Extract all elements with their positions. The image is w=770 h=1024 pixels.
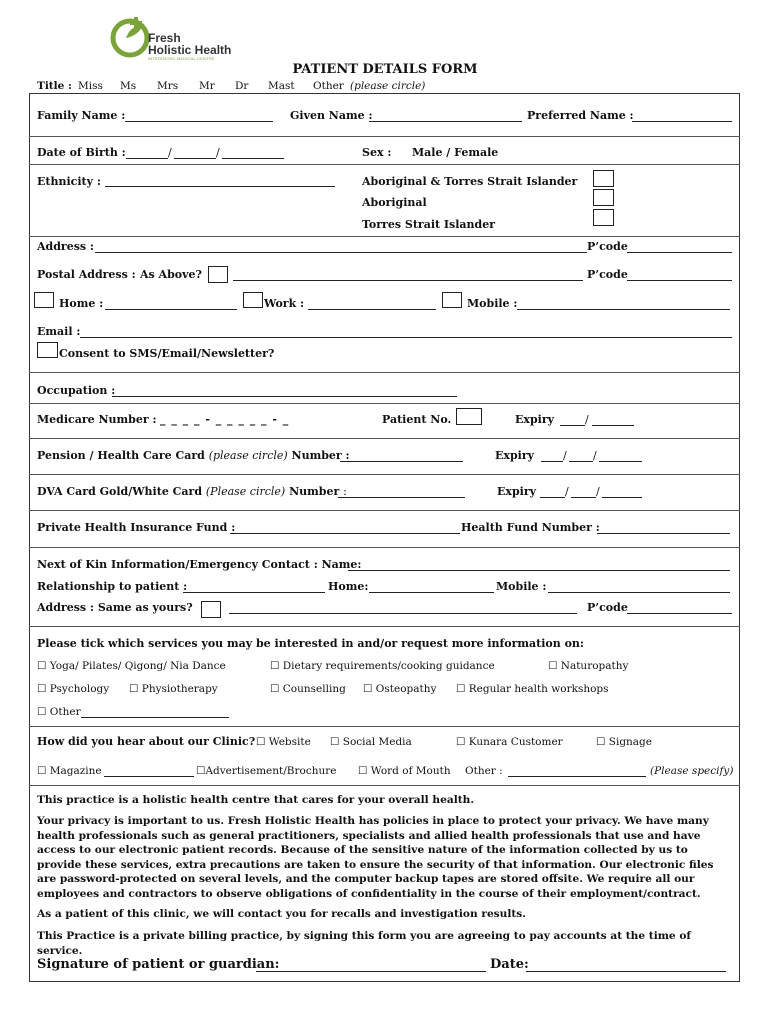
title-option-ms[interactable]: Ms	[120, 80, 137, 92]
service-naturopathy: ☐ Naturopathy	[548, 660, 629, 672]
divider	[29, 236, 740, 237]
ethnicity-aboriginal-checkbox[interactable]	[593, 189, 614, 206]
address-pcode-field[interactable]	[627, 252, 732, 253]
next-of-kin-label: Next of Kin Information/Emergency Contact : Name:	[37, 558, 362, 571]
service-other-field[interactable]	[81, 717, 229, 718]
consent-checkbox[interactable]	[37, 342, 58, 358]
relationship-label: Relationship to patient :	[37, 580, 188, 593]
address-pcode-label: P’code	[587, 240, 628, 253]
service-dietary: ☐ Dietary requirements/cooking guidance	[270, 660, 495, 672]
pension-expiry-month[interactable]	[569, 461, 593, 462]
mobile-phone-checkbox[interactable]	[442, 292, 462, 308]
form-title: PATIENT DETAILS FORM	[292, 62, 478, 77]
ethnicity-tsi-checkbox[interactable]	[593, 209, 614, 226]
dob-label: Date of Birth :	[37, 146, 126, 159]
referral-magazine-field[interactable]	[104, 776, 194, 777]
occupation-label: Occupation :	[37, 384, 116, 397]
logo-wordmark: Fresh Holistic Health	[148, 31, 232, 57]
referral-advertisement: ☐Advertisement/Brochure	[196, 765, 337, 777]
preferred-name-field[interactable]	[632, 121, 732, 122]
checkbox-icon[interactable]: ☐	[548, 660, 558, 672]
checkbox-icon[interactable]: ☐	[256, 736, 266, 748]
medicare-expiry-label: Expiry	[515, 413, 554, 426]
work-phone-checkbox[interactable]	[243, 292, 263, 308]
checkbox-icon[interactable]: ☐	[363, 683, 373, 695]
referral-social-media: ☐ Social Media	[330, 736, 412, 748]
work-phone-label: Work :	[264, 297, 305, 310]
divider	[29, 438, 740, 439]
dob-month-field[interactable]	[174, 158, 216, 159]
referral-kunara: ☐ Kunara Customer	[456, 736, 563, 748]
title-option-dr[interactable]: Dr	[235, 80, 249, 92]
health-fund-number-field[interactable]	[597, 533, 730, 534]
signature-date-label: Date:	[490, 957, 529, 972]
health-fund-label: Private Health Insurance Fund :	[37, 521, 236, 534]
home-phone-checkbox[interactable]	[34, 292, 54, 308]
logo-tagline: INTEGRATED MEDICAL CENTRE	[148, 56, 215, 61]
date-separator: /	[565, 485, 569, 498]
dob-day-field[interactable]	[126, 158, 168, 159]
date-separator: /	[593, 449, 597, 462]
title-option-mrs[interactable]: Mrs	[157, 80, 179, 92]
dva-expiry-month[interactable]	[571, 497, 596, 498]
divider	[29, 547, 740, 548]
title-note: (please circle)	[350, 80, 426, 92]
privacy-statement: Your privacy is important to us. Fresh Holistic Health has policies in place to protect your privacy. We have many health professionals such as general practitioners, specialists and allied health professionals that use and have access to our electronic patient records. Because of the sensitive nature of the information collected by us to provide these services, extra precautions are taken to ensure the security of that information. Our electronic files are password-protected on several levels, and the computer backup tapes are stored offsite. We require all our employees and contractors to observe obligations of confidentiality in the course of their employment/contract.	[37, 815, 714, 900]
checkbox-icon[interactable]: ☐	[37, 706, 47, 718]
ethnicity-option-atsi: Aboriginal & Torres Strait Islander	[362, 175, 578, 188]
dva-expiry-label: Expiry	[497, 485, 536, 498]
date-separator: /	[596, 485, 600, 498]
title-option-miss[interactable]: Miss	[78, 80, 103, 92]
billing-statement: This Practice is a private billing practice, by signing this form you are agreeing to pay accounts at the time of service.	[37, 930, 691, 957]
signature-date-field[interactable]	[526, 971, 726, 972]
mobile-phone-field[interactable]	[517, 309, 730, 310]
title-option-other[interactable]: Other	[313, 80, 344, 92]
divider	[29, 726, 740, 727]
signature-field[interactable]	[256, 971, 486, 972]
email-field[interactable]	[80, 337, 732, 338]
checkbox-icon[interactable]: ☐	[270, 683, 280, 695]
postal-pcode-field[interactable]	[627, 280, 732, 281]
medicare-label: Medicare Number :	[37, 413, 157, 426]
health-fund-field[interactable]	[230, 533, 460, 534]
divider	[29, 403, 740, 404]
given-name-label: Given Name :	[290, 109, 373, 122]
next-of-kin-name-field[interactable]	[348, 570, 730, 571]
address-label: Address :	[37, 240, 94, 253]
home-phone-field[interactable]	[105, 309, 237, 310]
referral-magazine: ☐ Magazine	[37, 765, 102, 777]
dva-number-field[interactable]	[338, 497, 465, 498]
checkbox-icon[interactable]: ☐	[596, 736, 606, 748]
date-separator: /	[563, 449, 567, 462]
postal-as-above-label: As Above?	[140, 268, 202, 281]
checkbox-icon[interactable]: ☐	[37, 683, 47, 695]
family-name-field[interactable]	[125, 121, 273, 122]
postal-address-field[interactable]	[233, 280, 583, 281]
referral-other-label: Other :	[465, 765, 503, 777]
ethnicity-field[interactable]	[105, 186, 335, 187]
nok-address-label: Address : Same as yours?	[37, 601, 193, 614]
checkbox-icon[interactable]: ☐	[196, 765, 206, 777]
nok-home-field[interactable]	[369, 592, 494, 593]
checkbox-icon[interactable]: ☐	[330, 736, 340, 748]
divider	[29, 474, 740, 475]
postal-as-above-checkbox[interactable]	[208, 266, 228, 283]
medicare-number-field[interactable]: _ _ _ _ - _ _ _ _ _ - _	[160, 413, 290, 426]
referral-signage: ☐ Signage	[596, 736, 652, 748]
dva-label: DVA Card Gold/White Card (Please circle) Number :	[37, 485, 347, 498]
checkbox-icon[interactable]: ☐	[129, 683, 139, 695]
service-osteopathy: ☐ Osteopathy	[363, 683, 437, 695]
mobile-phone-label: Mobile :	[467, 297, 518, 310]
title-label: Title :	[37, 80, 72, 92]
relationship-field[interactable]	[183, 592, 325, 593]
given-name-field[interactable]	[369, 121, 522, 122]
nok-home-label: Home:	[328, 580, 369, 593]
nok-mobile-label: Mobile :	[496, 580, 547, 593]
nok-pcode-field[interactable]	[627, 613, 732, 614]
referral-website: ☐ Website	[256, 736, 311, 748]
service-physiotherapy: ☐ Physiotherapy	[129, 683, 218, 695]
dva-expiry-year[interactable]	[602, 497, 642, 498]
checkbox-icon[interactable]: ☐	[456, 736, 466, 748]
medicare-expiry-year[interactable]	[592, 425, 634, 426]
dva-expiry-day[interactable]	[540, 497, 565, 498]
pension-expiry-year[interactable]	[599, 461, 642, 462]
email-label: Email :	[37, 325, 81, 338]
referral-specify-note: (Please specify)	[650, 765, 734, 777]
ethnicity-option-aboriginal: Aboriginal	[362, 196, 427, 209]
divider	[29, 785, 740, 786]
divider	[29, 510, 740, 511]
referral-heading: How did you hear about our Clinic?	[37, 735, 256, 748]
dob-separator: /	[216, 146, 220, 159]
medicare-expiry-month[interactable]	[560, 425, 585, 426]
address-field[interactable]	[95, 252, 587, 253]
nok-mobile-field[interactable]	[548, 592, 730, 593]
title-option-mast[interactable]: Mast	[268, 80, 295, 92]
practice-statement: This practice is a holistic health centre that cares for your overall health.	[37, 794, 475, 806]
family-name-label: Family Name :	[37, 109, 126, 122]
date-separator: /	[585, 413, 589, 426]
sex-options[interactable]: Male / Female	[412, 146, 499, 159]
service-other: ☐ Other	[37, 706, 81, 718]
divider	[29, 626, 740, 627]
signature-label: Signature of patient or guardian:	[37, 957, 280, 972]
services-heading: Please tick which services you may be interested in and/or request more information on:	[37, 637, 584, 650]
service-yoga: ☐ Yoga/ Pilates/ Qigong/ Nia Dance	[37, 660, 226, 672]
checkbox-icon[interactable]: ☐	[37, 660, 47, 672]
postal-pcode-label: P’code	[587, 268, 628, 281]
checkbox-icon[interactable]: ☐	[37, 765, 47, 777]
health-fund-number-label: Health Fund Number :	[461, 521, 600, 534]
work-phone-field[interactable]	[308, 309, 436, 310]
nok-same-address-checkbox[interactable]	[201, 601, 221, 618]
referral-other-field[interactable]	[508, 776, 646, 777]
pension-expiry-label: Expiry	[495, 449, 534, 462]
recall-statement: As a patient of this clinic, we will contact you for recalls and investigation results.	[37, 908, 526, 920]
service-workshops: ☐ Regular health workshops	[456, 683, 609, 695]
nok-pcode-label: P’code	[587, 601, 628, 614]
checkbox-icon[interactable]: ☐	[270, 660, 280, 672]
checkbox-icon[interactable]: ☐	[358, 765, 368, 777]
dob-separator: /	[168, 146, 172, 159]
preferred-name-label: Preferred Name :	[527, 109, 634, 122]
consent-label: Consent to SMS/Email/Newsletter?	[59, 347, 275, 360]
checkbox-icon[interactable]: ☐	[456, 683, 466, 695]
postal-address-label: Postal Address :	[37, 268, 136, 281]
service-psychology: ☐ Psychology	[37, 683, 110, 695]
home-phone-label: Home :	[59, 297, 104, 310]
sex-label: Sex :	[362, 146, 392, 159]
ethnicity-atsi-checkbox[interactable]	[593, 170, 614, 187]
pension-label: Pension / Health Care Card (please circle) Number :	[37, 449, 350, 462]
divider	[29, 136, 740, 137]
service-counselling: ☐ Counselling	[270, 683, 346, 695]
ethnicity-label: Ethnicity :	[37, 175, 101, 188]
divider	[29, 372, 740, 373]
nok-address-field[interactable]	[229, 613, 577, 614]
ethnicity-option-tsi: Torres Strait Islander	[362, 218, 496, 231]
patient-no-box[interactable]	[456, 408, 482, 425]
dob-year-field[interactable]	[222, 158, 284, 159]
pension-number-field[interactable]	[340, 461, 463, 462]
referral-word-of-mouth: ☐ Word of Mouth	[358, 765, 451, 777]
pension-expiry-day[interactable]	[541, 461, 563, 462]
occupation-field[interactable]	[112, 396, 457, 397]
patient-no-label: Patient No.	[382, 413, 452, 426]
title-option-mr[interactable]: Mr	[199, 80, 215, 92]
divider	[29, 164, 740, 165]
